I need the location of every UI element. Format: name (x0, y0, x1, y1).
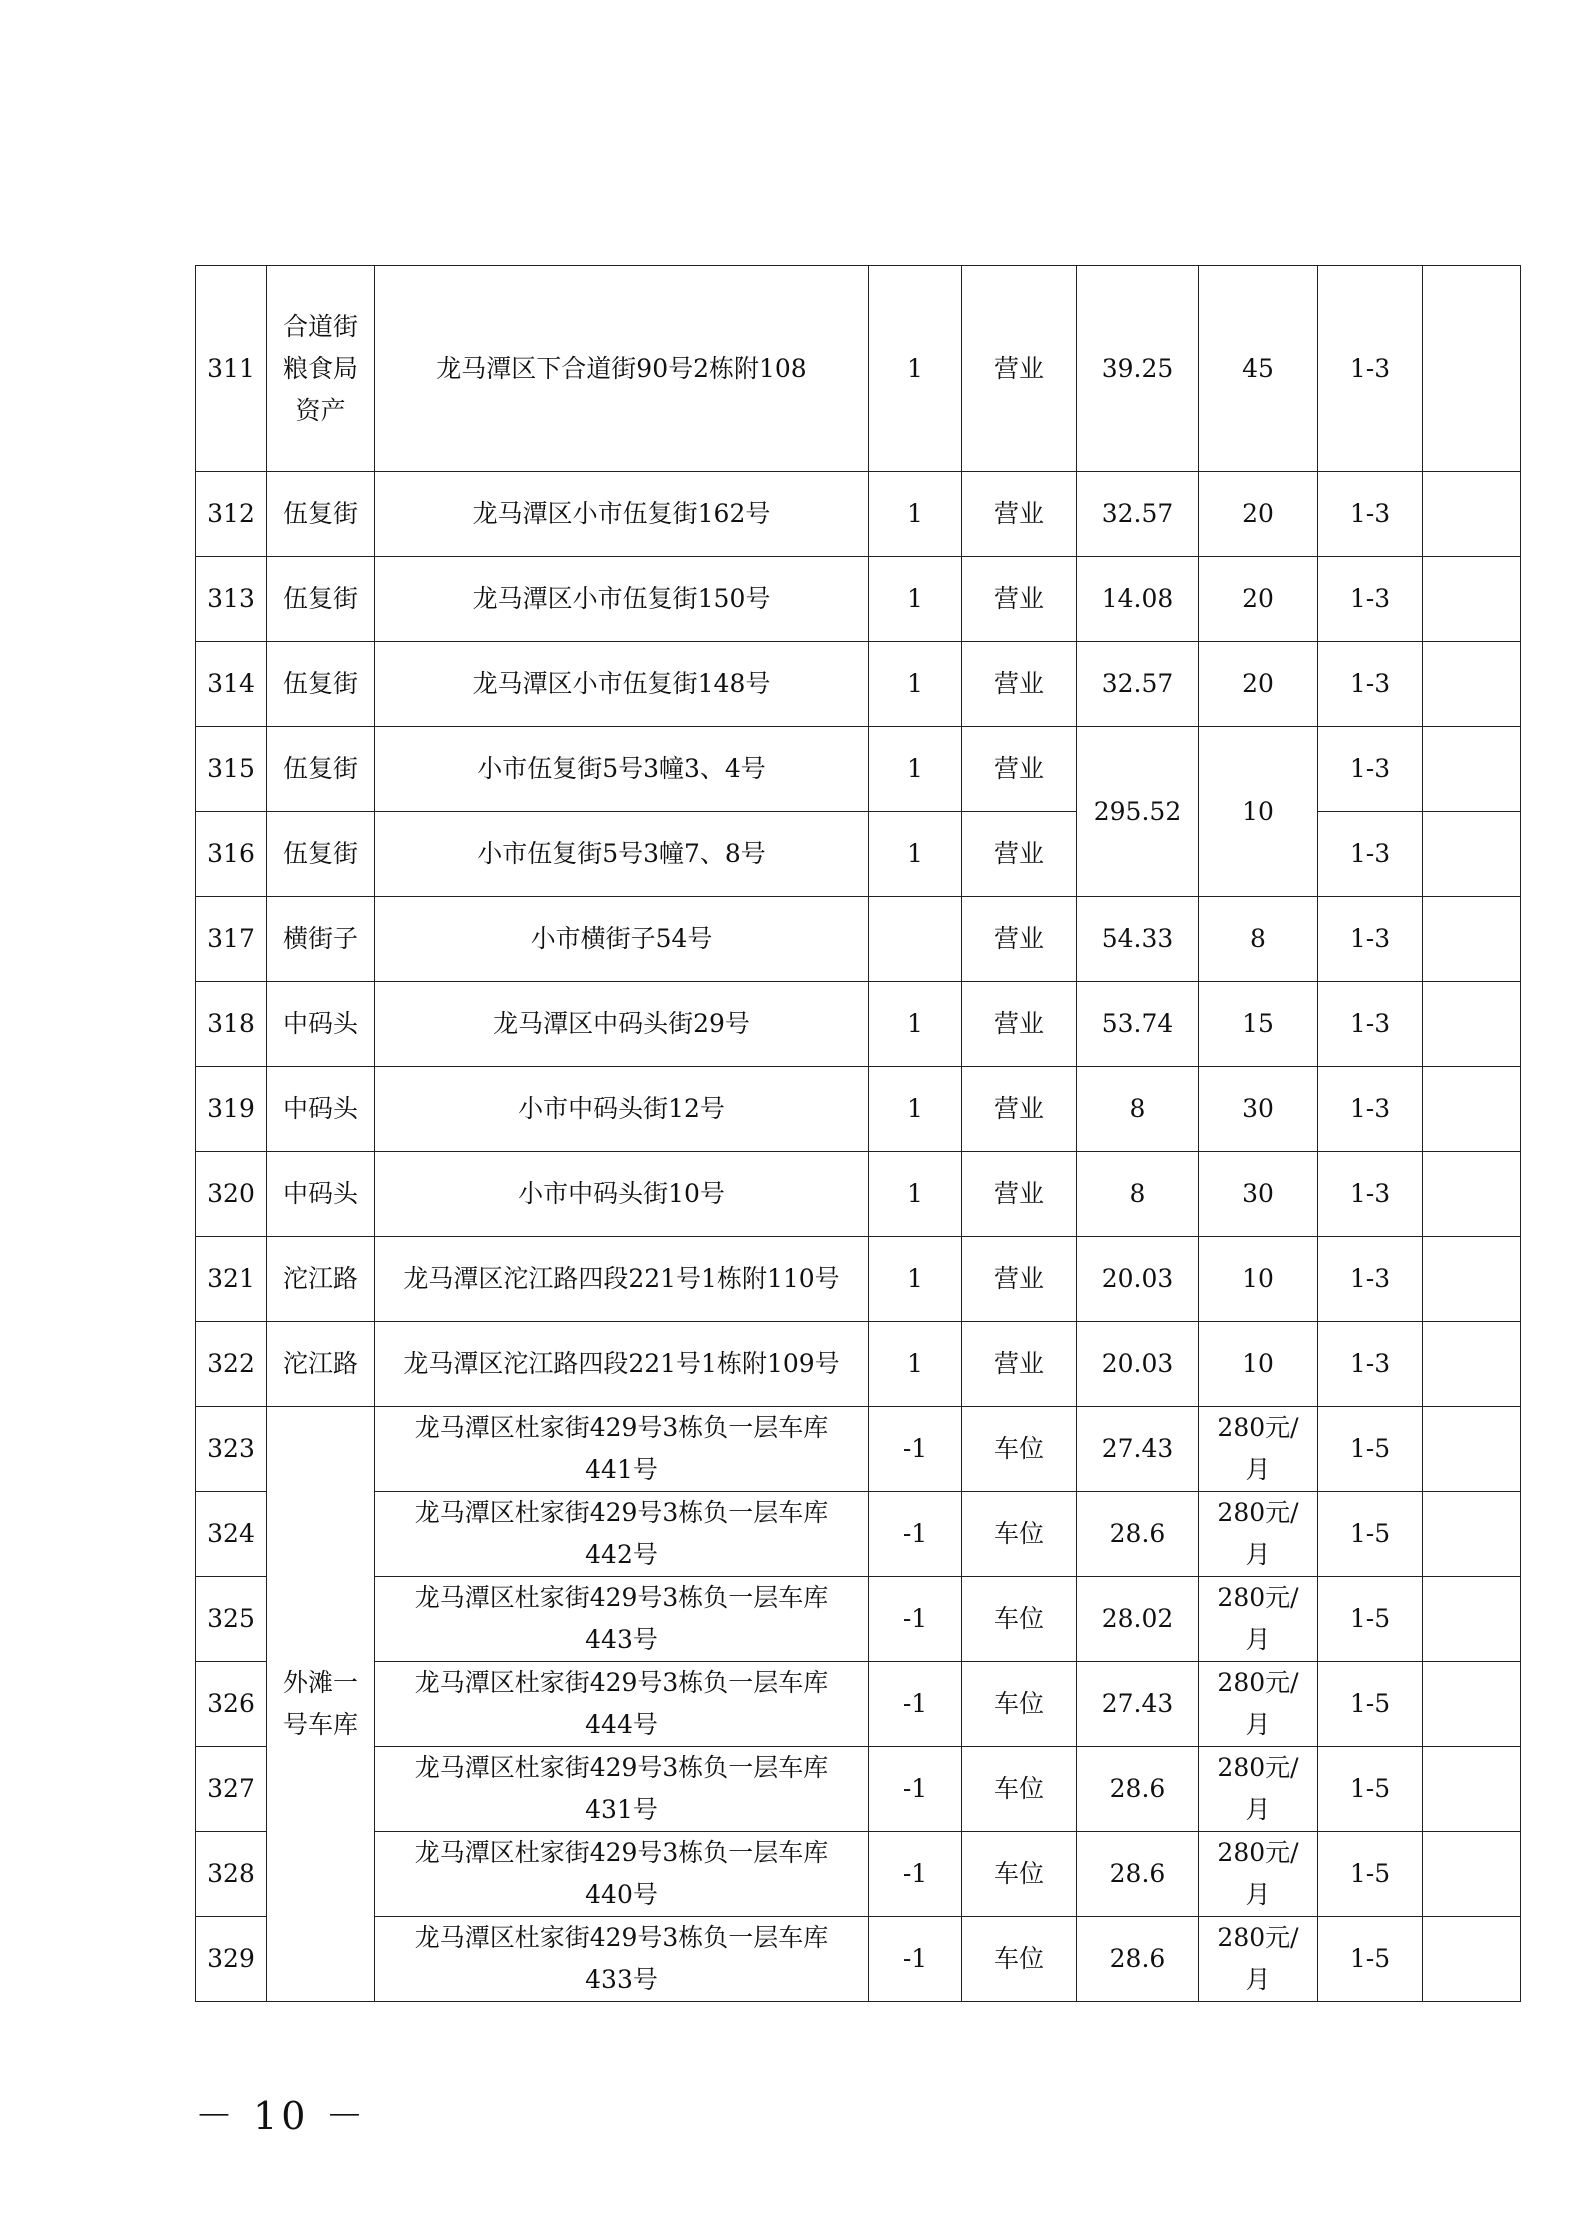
floor-cell: 1 (869, 1322, 962, 1407)
rent-cell: 30 (1199, 1067, 1318, 1152)
row-number-cell: 311 (196, 266, 267, 472)
row-number-cell: 318 (196, 982, 267, 1067)
rent-cell: 280元/月 (1199, 1577, 1318, 1662)
floor-cell (869, 897, 962, 982)
row-number-cell: 314 (196, 642, 267, 727)
note-cell (1423, 982, 1521, 1067)
page-number: － 10 － (195, 2094, 368, 2138)
area-cell: 合道街粮食局资产 (267, 266, 375, 472)
rent-cell: 280元/月 (1199, 1407, 1318, 1492)
address-cell: 龙马潭区小市伍复街162号 (375, 472, 869, 557)
size-cell: 28.6 (1077, 1832, 1199, 1917)
floor-cell: 1 (869, 812, 962, 897)
address-cell: 龙马潭区中码头街29号 (375, 982, 869, 1067)
table-row (196, 557, 1521, 642)
use-cell: 营业 (962, 727, 1077, 812)
area-cell: 伍复街 (267, 727, 375, 812)
use-cell: 营业 (962, 812, 1077, 897)
term-cell: 1-3 (1318, 557, 1423, 642)
address-cell: 龙马潭区杜家街429号3栋负一层车库442号 (375, 1492, 869, 1577)
use-cell: 营业 (962, 472, 1077, 557)
rent-cell: 8 (1199, 897, 1318, 982)
size-cell: 27.43 (1077, 1407, 1199, 1492)
table-row (196, 472, 1521, 557)
area-cell: 外滩一号车库 (267, 1407, 375, 2002)
note-cell (1423, 472, 1521, 557)
floor-cell: -1 (869, 1407, 962, 1492)
use-cell: 营业 (962, 1237, 1077, 1322)
floor-cell: -1 (869, 1832, 962, 1917)
rent-cell: 10 (1199, 727, 1318, 897)
floor-cell: 1 (869, 642, 962, 727)
address-cell: 小市中码头街12号 (375, 1067, 869, 1152)
floor-cell: 1 (869, 266, 962, 472)
area-cell: 伍复街 (267, 557, 375, 642)
note-cell (1423, 1832, 1521, 1917)
row-number-cell: 321 (196, 1237, 267, 1322)
use-cell: 营业 (962, 1322, 1077, 1407)
area-cell: 中码头 (267, 1152, 375, 1237)
term-cell: 1-5 (1318, 1662, 1423, 1747)
table-row (196, 1492, 1521, 1577)
size-cell: 28.6 (1077, 1492, 1199, 1577)
use-cell: 营业 (962, 642, 1077, 727)
term-cell: 1-5 (1318, 1407, 1423, 1492)
address-cell: 小市伍复街5号3幢3、4号 (375, 727, 869, 812)
use-cell: 营业 (962, 897, 1077, 982)
row-number-cell: 320 (196, 1152, 267, 1237)
row-number-cell: 328 (196, 1832, 267, 1917)
size-cell: 20.03 (1077, 1237, 1199, 1322)
address-cell: 龙马潭区杜家街429号3栋负一层车库443号 (375, 1577, 869, 1662)
row-number-cell: 317 (196, 897, 267, 982)
row-number-cell: 322 (196, 1322, 267, 1407)
term-cell: 1-3 (1318, 727, 1423, 812)
address-cell: 龙马潭区杜家街429号3栋负一层车库441号 (375, 1407, 869, 1492)
rent-cell: 30 (1199, 1152, 1318, 1237)
size-cell: 14.08 (1077, 557, 1199, 642)
table-row (196, 1407, 1521, 1492)
size-cell: 28.6 (1077, 1747, 1199, 1832)
table-row (196, 1237, 1521, 1322)
use-cell: 营业 (962, 1152, 1077, 1237)
use-cell: 车位 (962, 1577, 1077, 1662)
size-cell: 28.6 (1077, 1917, 1199, 2002)
rent-cell: 10 (1199, 1237, 1318, 1322)
address-cell: 龙马潭区沱江路四段221号1栋附109号 (375, 1322, 869, 1407)
size-cell: 8 (1077, 1067, 1199, 1152)
size-cell: 20.03 (1077, 1322, 1199, 1407)
rent-cell: 280元/月 (1199, 1492, 1318, 1577)
table-row (196, 812, 1521, 897)
table-row (196, 1067, 1521, 1152)
table-row (196, 1917, 1521, 2002)
size-cell: 39.25 (1077, 266, 1199, 472)
use-cell: 营业 (962, 557, 1077, 642)
area-cell: 横街子 (267, 897, 375, 982)
size-cell: 27.43 (1077, 1662, 1199, 1747)
use-cell: 车位 (962, 1662, 1077, 1747)
term-cell: 1-5 (1318, 1577, 1423, 1662)
area-cell: 沱江路 (267, 1322, 375, 1407)
note-cell (1423, 1747, 1521, 1832)
note-cell (1423, 1407, 1521, 1492)
term-cell: 1-5 (1318, 1832, 1423, 1917)
term-cell: 1-5 (1318, 1492, 1423, 1577)
row-number-cell: 325 (196, 1577, 267, 1662)
floor-cell: -1 (869, 1662, 962, 1747)
rent-cell: 20 (1199, 472, 1318, 557)
address-cell: 龙马潭区杜家街429号3栋负一层车库444号 (375, 1662, 869, 1747)
note-cell (1423, 1917, 1521, 2002)
term-cell: 1-5 (1318, 1917, 1423, 2002)
floor-cell: 1 (869, 727, 962, 812)
note-cell (1423, 642, 1521, 727)
floor-cell: -1 (869, 1747, 962, 1832)
area-cell: 伍复街 (267, 642, 375, 727)
address-cell: 龙马潭区杜家街429号3栋负一层车库431号 (375, 1747, 869, 1832)
size-cell: 28.02 (1077, 1577, 1199, 1662)
floor-cell: -1 (869, 1577, 962, 1662)
term-cell: 1-3 (1318, 1237, 1423, 1322)
table-row (196, 727, 1521, 812)
row-number-cell: 323 (196, 1407, 267, 1492)
area-cell: 伍复街 (267, 472, 375, 557)
address-cell: 龙马潭区小市伍复街150号 (375, 557, 869, 642)
term-cell: 1-3 (1318, 897, 1423, 982)
table-row (196, 1577, 1521, 1662)
term-cell: 1-3 (1318, 812, 1423, 897)
use-cell: 车位 (962, 1407, 1077, 1492)
term-cell: 1-3 (1318, 642, 1423, 727)
note-cell (1423, 1067, 1521, 1152)
size-cell: 32.57 (1077, 472, 1199, 557)
row-number-cell: 313 (196, 557, 267, 642)
term-cell: 1-3 (1318, 472, 1423, 557)
note-cell (1423, 812, 1521, 897)
row-number-cell: 326 (196, 1662, 267, 1747)
rent-cell: 280元/月 (1199, 1662, 1318, 1747)
row-number-cell: 324 (196, 1492, 267, 1577)
rent-cell: 20 (1199, 642, 1318, 727)
table-row (196, 982, 1521, 1067)
table-row (196, 1322, 1521, 1407)
rent-cell: 280元/月 (1199, 1832, 1318, 1917)
floor-cell: -1 (869, 1917, 962, 2002)
note-cell (1423, 557, 1521, 642)
rent-cell: 280元/月 (1199, 1917, 1318, 2002)
use-cell: 营业 (962, 266, 1077, 472)
rent-cell: 10 (1199, 1322, 1318, 1407)
term-cell: 1-5 (1318, 1747, 1423, 1832)
term-cell: 1-3 (1318, 266, 1423, 472)
address-cell: 龙马潭区杜家街429号3栋负一层车库433号 (375, 1917, 869, 2002)
use-cell: 营业 (962, 1067, 1077, 1152)
use-cell: 车位 (962, 1492, 1077, 1577)
area-cell: 中码头 (267, 1067, 375, 1152)
address-cell: 龙马潭区小市伍复街148号 (375, 642, 869, 727)
size-cell: 32.57 (1077, 642, 1199, 727)
address-cell: 龙马潭区下合道街90号2栋附108 (375, 266, 869, 472)
rent-cell: 45 (1199, 266, 1318, 472)
use-cell: 营业 (962, 982, 1077, 1067)
note-cell (1423, 1237, 1521, 1322)
area-cell: 中码头 (267, 982, 375, 1067)
term-cell: 1-3 (1318, 982, 1423, 1067)
address-cell: 龙马潭区杜家街429号3栋负一层车库440号 (375, 1832, 869, 1917)
note-cell (1423, 1577, 1521, 1662)
row-number-cell: 316 (196, 812, 267, 897)
note-cell (1423, 1492, 1521, 1577)
size-cell: 54.33 (1077, 897, 1199, 982)
row-number-cell: 329 (196, 1917, 267, 2002)
floor-cell: 1 (869, 1152, 962, 1237)
use-cell: 车位 (962, 1917, 1077, 2002)
floor-cell: 1 (869, 1067, 962, 1152)
table-row (196, 266, 1521, 472)
table-body (196, 266, 1521, 2002)
size-cell: 8 (1077, 1152, 1199, 1237)
address-cell: 小市横街子54号 (375, 897, 869, 982)
row-number-cell: 312 (196, 472, 267, 557)
table-row (196, 1152, 1521, 1237)
table-row (196, 1662, 1521, 1747)
address-cell: 小市中码头街10号 (375, 1152, 869, 1237)
note-cell (1423, 1322, 1521, 1407)
term-cell: 1-3 (1318, 1322, 1423, 1407)
size-cell: 53.74 (1077, 982, 1199, 1067)
area-cell: 伍复街 (267, 812, 375, 897)
note-cell (1423, 897, 1521, 982)
term-cell: 1-3 (1318, 1067, 1423, 1152)
term-cell: 1-3 (1318, 1152, 1423, 1237)
row-number-cell: 315 (196, 727, 267, 812)
table-row (196, 897, 1521, 982)
area-cell: 沱江路 (267, 1237, 375, 1322)
table-row (196, 1747, 1521, 1832)
property-listing-table (195, 265, 1521, 2002)
row-number-cell: 319 (196, 1067, 267, 1152)
floor-cell: 1 (869, 982, 962, 1067)
row-number-cell: 327 (196, 1747, 267, 1832)
address-cell: 龙马潭区沱江路四段221号1栋附110号 (375, 1237, 869, 1322)
note-cell (1423, 1662, 1521, 1747)
rent-cell: 15 (1199, 982, 1318, 1067)
table-row (196, 1832, 1521, 1917)
note-cell (1423, 266, 1521, 472)
rent-cell: 20 (1199, 557, 1318, 642)
rent-cell: 280元/月 (1199, 1747, 1318, 1832)
floor-cell: 1 (869, 1237, 962, 1322)
floor-cell: 1 (869, 472, 962, 557)
use-cell: 车位 (962, 1832, 1077, 1917)
use-cell: 车位 (962, 1747, 1077, 1832)
size-cell: 295.52 (1077, 727, 1199, 897)
floor-cell: -1 (869, 1492, 962, 1577)
note-cell (1423, 727, 1521, 812)
address-cell: 小市伍复街5号3幢7、8号 (375, 812, 869, 897)
floor-cell: 1 (869, 557, 962, 642)
table-row (196, 642, 1521, 727)
note-cell (1423, 1152, 1521, 1237)
